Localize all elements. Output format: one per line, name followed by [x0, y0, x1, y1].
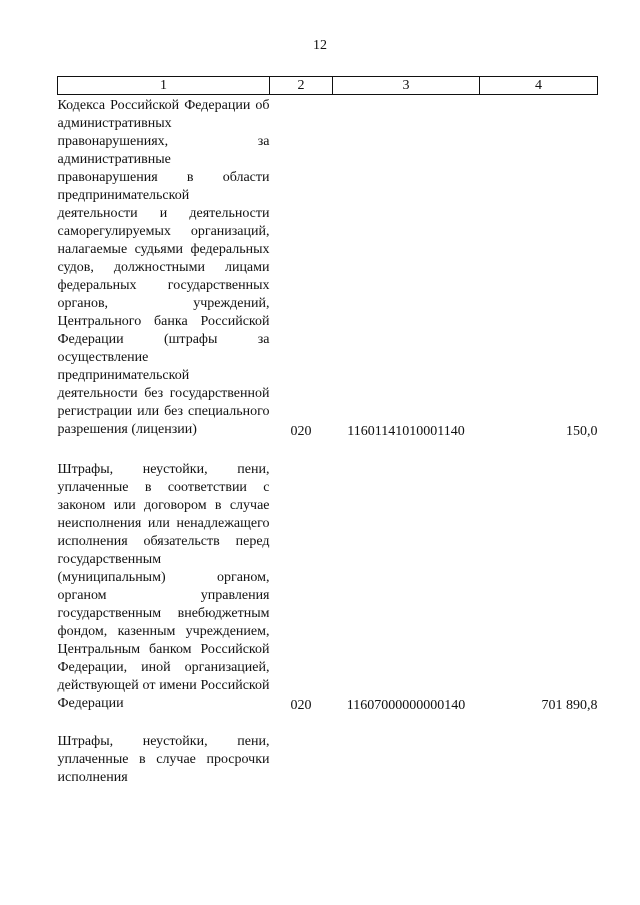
admin-code-cell: 020 — [290, 698, 312, 713]
amount-cell: 701 890,8 — [541, 698, 598, 713]
kbk-code-cell: 11601141010001140 — [347, 424, 465, 439]
table-row — [58, 441, 598, 715]
budget-revenue-table — [57, 76, 598, 787]
row-description: Кодекса Российской Федерации об административных правонарушениях, за административные правонарушения в области предпринимательской деятельности и деятельности саморегулируемых организаций, налагаемые судьями федеральных судов, должностными лицами федеральных государственных органов, учреждений, Центрального банка Российской Федерации (штрафы за осуществление предпринимательской деятельности без государственной регистрации или без специального разрешения (лицензии) — [57, 98, 270, 437]
column-header-1: 1 — [58, 77, 270, 95]
kbk-code-cell — [333, 715, 480, 787]
header-row — [58, 77, 598, 95]
table-row — [58, 715, 598, 787]
amount-cell: 150,0 — [566, 424, 598, 439]
kbk-code-cell: 11607000000000140 — [346, 698, 466, 713]
column-header-3: 3 — [333, 77, 480, 95]
row-description-cell — [58, 95, 270, 442]
admin-code-cell — [270, 715, 333, 787]
page-number: 12 — [313, 38, 327, 53]
admin-code-cell: 020 — [290, 424, 312, 439]
column-header-4: 4 — [480, 77, 598, 95]
column-header-2: 2 — [270, 77, 333, 95]
amount-cell — [480, 715, 598, 787]
row-description-cell — [58, 715, 270, 787]
row-description: Штрафы, неустойки, пени, уплаченные в соответствии с законом или договором в случае неисполнения или ненадлежащего исполнения обязательств перед государственным (муниципальным) органом, органом управления государственным внебюджетным фондом, казенным учреждением, Центральным банком Российской Федерации, иной организацией, действующей от имени Российской Федерации — [57, 462, 270, 711]
row-description: Штрафы, неустойки, пени, уплаченные в случае просрочки исполнения — [57, 734, 270, 785]
table-row — [58, 95, 598, 442]
row-description-cell — [58, 441, 270, 715]
